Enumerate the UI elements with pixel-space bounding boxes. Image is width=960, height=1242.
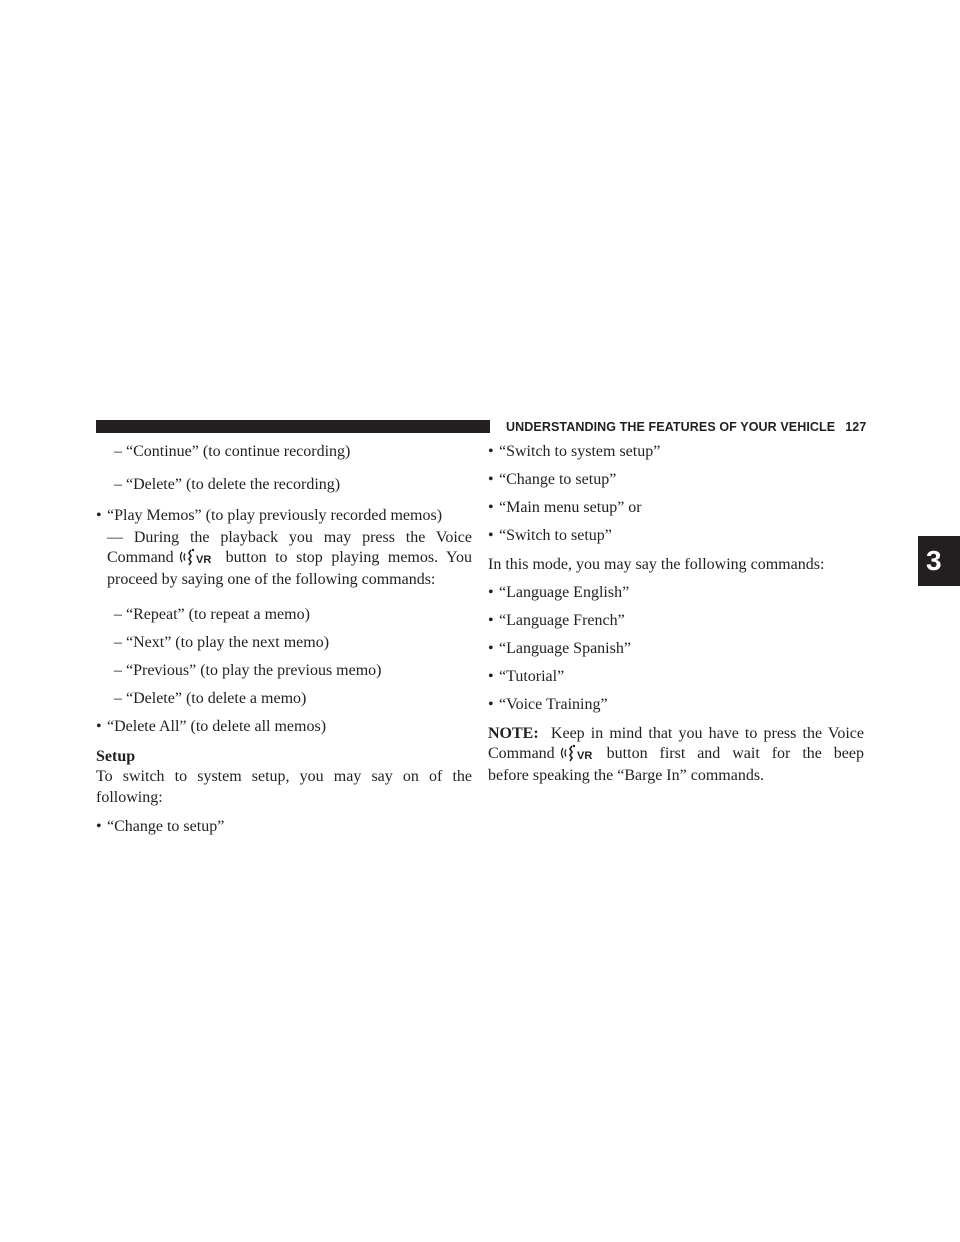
- list-item-text: “Language French”: [499, 612, 625, 629]
- list-item-text: “Delete All” (to delete all memos): [107, 718, 327, 735]
- list-item-text: “Switch to system setup”: [499, 443, 661, 460]
- bullet-glyph: •: [96, 507, 102, 524]
- bullet-glyph: •: [488, 696, 494, 713]
- list-item-text: [107, 547, 472, 569]
- voice-command-icon-text: VR: [576, 750, 592, 762]
- paragraph-line: following:: [96, 789, 163, 806]
- note-label: NOTE:: [488, 725, 539, 742]
- list-item-text: “Main menu setup” or: [499, 499, 642, 516]
- list-item-text: “Switch to setup”: [499, 527, 612, 544]
- list-item: – “Next” (to play the next memo): [114, 634, 330, 651]
- note-text: Keep in mind that you have to press the Voice: [550, 725, 865, 742]
- list-item-text: “Language Spanish”: [499, 640, 631, 657]
- header-title: UNDERSTANDING THE FEATURES OF YOUR VEHICLE: [506, 420, 836, 434]
- list-item-text: proceed by saying one of the following commands:: [107, 571, 436, 588]
- note-line: [488, 743, 864, 765]
- voice-command-icon: [178, 548, 222, 566]
- note-line: [488, 723, 864, 745]
- list-item: – “Delete” (to delete the recording): [114, 476, 341, 493]
- list-item-text: button to stop playing memos. You: [225, 549, 472, 566]
- bullet-glyph: •: [96, 818, 102, 835]
- list-item: – “Repeat” (to repeat a memo): [114, 606, 310, 623]
- list-item-text: “Change to setup”: [499, 471, 617, 488]
- bullet-glyph: •: [488, 612, 494, 629]
- bullet-glyph: •: [488, 443, 494, 460]
- note-line: before speaking the “Barge In” commands.: [488, 767, 765, 784]
- list-item-text: “Tutorial”: [499, 668, 565, 685]
- list-item: – “Previous” (to play the previous memo): [114, 662, 382, 679]
- bullet-glyph: •: [488, 584, 494, 601]
- list-item-text: — During the playback you may press the Voice: [107, 529, 472, 546]
- bullet-glyph: •: [96, 718, 102, 735]
- list-item-text: Command: [107, 549, 174, 566]
- voice-command-icon: [559, 744, 603, 762]
- voice-command-icon-text: VR: [195, 554, 211, 566]
- bullet-glyph: •: [488, 499, 494, 516]
- list-item: – “Delete” (to delete a memo): [114, 690, 307, 707]
- bullet-glyph: •: [488, 527, 494, 544]
- list-item-text: “Change to setup”: [107, 818, 225, 835]
- bullet-glyph: •: [488, 640, 494, 657]
- section-heading-setup: Setup: [96, 748, 136, 765]
- bullet-glyph: •: [488, 471, 494, 488]
- list-item-text: “Language English”: [499, 584, 630, 601]
- bullet-glyph: •: [488, 668, 494, 685]
- running-header: [506, 419, 866, 435]
- note-text: Command: [488, 745, 555, 762]
- header-bar: [96, 420, 490, 433]
- paragraph-line: In this mode, you may say the following commands:: [488, 556, 825, 573]
- list-item-text: “Play Memos” (to play previously recorded memos): [107, 507, 443, 524]
- paragraph-line: To switch to system setup, you may say on of the: [96, 768, 472, 785]
- list-item: – “Continue” (to continue recording): [114, 443, 351, 460]
- list-item-text: “Voice Training”: [499, 696, 608, 713]
- note-text: button first and wait for the beep: [606, 745, 864, 762]
- page-number: 127: [845, 420, 867, 434]
- chapter-tab: 3: [918, 536, 960, 586]
